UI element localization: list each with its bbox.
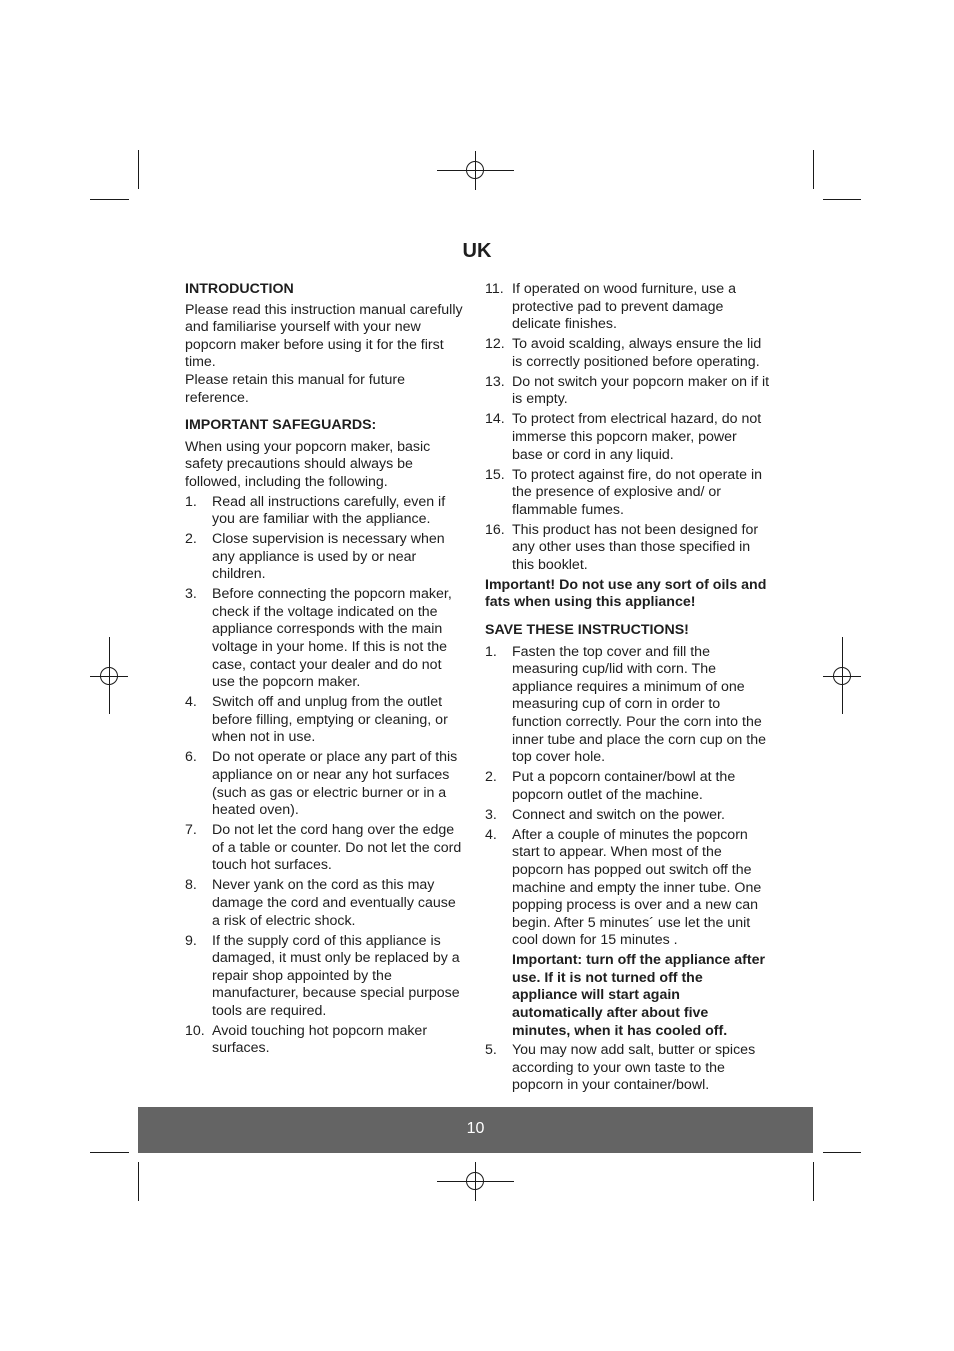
introduction-paragraph: Please read this instruction manual carefully and familiarise yourself with your new popcorn maker before using it for the first time. [185, 301, 463, 371]
list-item: 7. Do not let the cord hang over the edge of a table or counter. Do not let the cord touch hot surfaces. [185, 822, 462, 874]
safeguards-list [185, 494, 467, 1059]
crop-mark [90, 1152, 129, 1153]
instructions-heading: SAVE THESE INSTRUCTIONS! [485, 622, 689, 639]
list-item: 12. To avoid scalding, always ensure the lid is correctly positioned before operating. [485, 336, 762, 370]
crop-mark [823, 1152, 861, 1153]
crop-mark [90, 199, 129, 200]
instructions-list-continued [485, 1042, 770, 1095]
introduction-paragraph: Please retain this manual for future reference. [185, 371, 406, 406]
introduction-heading: INTRODUCTION [185, 281, 294, 297]
list-item: 11. If operated on wood furniture, use a protective pad to prevent damage delicate finishes. [485, 281, 736, 333]
safeguards-intro: When using your popcorn maker, basic safety precautions should always be followed, including the following. [185, 438, 431, 490]
right-column [485, 281, 770, 1097]
safeguards-heading: IMPORTANT SAFEGUARDS: [185, 417, 377, 434]
language-label: UK [462, 240, 492, 262]
footer-bar [138, 1107, 813, 1153]
list-item: 15. To protect against fire, do not operate in the presence of explosive and/ or flammable fumes. [485, 466, 763, 518]
page-number: 10 [466, 1120, 485, 1137]
list-item: 1. Read all instructions carefully, even if you are familiar with the appliance. [185, 493, 446, 528]
left-column [185, 281, 467, 1060]
instructions-list [485, 644, 770, 950]
list-item: 16. This product has not been designed for any other uses than those specified in this booklet. [485, 521, 759, 573]
crop-mark [813, 150, 814, 189]
oil-warning: Important! Do not use any sort of oils and fats when using this appliance! [485, 576, 767, 611]
list-item: 14. To protect from electrical hazard, do not immerse this popcorn maker, power base or cord in any liquid. [485, 411, 762, 463]
important-note: Important: turn off the appliance after use. If it is not turned off the appliance will start again automatically after about five minutes, when it has cooled off. [512, 952, 766, 1039]
list-item: 9. If the supply cord of this appliance is damaged, it must only be replaced by a repair shop appointed by the manufacturer, because special purpose tools are required. [185, 932, 460, 1019]
list-item: 13. Do not switch your popcorn maker on if it is empty. [485, 373, 770, 408]
list-item: 5. You may now add salt, butter or spices according to your own taste to the popcorn in your container/bowl. [485, 1042, 756, 1094]
list-item: 10. Avoid touching hot popcorn maker surfaces. [185, 1022, 428, 1057]
list-item: 4. Switch off and unplug from the outlet before filling, emptying or cleaning, or when not in use. [185, 694, 448, 746]
list-item: 1. Fasten the top cover and fill the measuring cup/lid with corn. The appliance requires a minimum of one measuring cup of corn in order to function correctly. Pour the corn into the inner tube and place the corn cup on the top cover hole. [485, 643, 766, 766]
crop-mark [138, 1162, 139, 1201]
list-item: 6. Do not operate or place any part of this appliance on or near any hot surfaces (such as gas or electric burner or in a heated oven). [185, 749, 458, 819]
list-item: 3. Before connecting the popcorn maker, check if the voltage indicated on the appliance corresponds with the main voltage in your home. If this is not the case, contact your dealer and do not use the popcorn maker. [185, 586, 452, 691]
safeguards-list-continued [485, 281, 770, 574]
list-item: 8. Never yank on the cord as this may damage the cord and eventually cause a risk of electric shock. [185, 877, 456, 929]
crop-mark [138, 150, 139, 189]
list-item: 2. Close supervision is necessary when any appliance is used by or near children. [185, 531, 445, 583]
list-item: 2. Put a popcorn container/bowl at the popcorn outlet of the machine. [485, 769, 736, 803]
list-item: 4. After a couple of minutes the popcorn start to appear. When most of the popcorn has popped out switch off the machine and empty the inner tube. One popping process is over and a new can begin. After 5 minutes´ use let the unit cool down for 15 minutes . [485, 826, 762, 949]
crop-mark [813, 1162, 814, 1201]
crop-mark [823, 199, 861, 200]
list-item: 3. Connect and switch on the power. [485, 806, 725, 823]
